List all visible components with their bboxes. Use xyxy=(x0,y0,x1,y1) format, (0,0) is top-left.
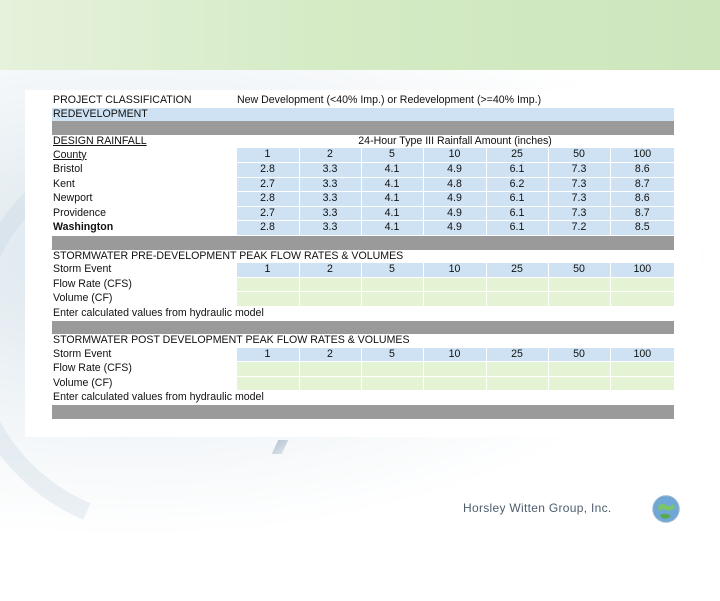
volume-input-cell[interactable] xyxy=(486,376,548,391)
year-cell: 1 xyxy=(236,148,299,162)
rainfall-years-row xyxy=(52,148,674,162)
storm-year-cell: 2 xyxy=(299,263,361,277)
storm-year-cell: 25 xyxy=(486,348,548,362)
rainfall-value: 4.9 xyxy=(423,162,486,177)
project-classification-row xyxy=(52,94,674,108)
flow-input-cell[interactable] xyxy=(610,362,674,377)
rainfall-value: 3.3 xyxy=(299,177,361,192)
volume-input-cell[interactable] xyxy=(610,376,674,391)
rainfall-value: 3.3 xyxy=(299,192,361,207)
separator xyxy=(52,121,674,135)
storm-year-cell: 5 xyxy=(361,263,423,277)
county-name: Providence xyxy=(53,206,106,219)
globe-logo-icon xyxy=(651,494,681,524)
volume-input-cell[interactable] xyxy=(423,376,486,391)
volume-input-cell[interactable] xyxy=(423,292,486,307)
rainfall-value: 2.7 xyxy=(236,206,299,221)
rainfall-value: 3.3 xyxy=(299,221,361,236)
rainfall-caption: 24-Hour Type III Rainfall Amount (inches) xyxy=(358,134,552,147)
rainfall-value: 2.8 xyxy=(236,162,299,177)
volume-input-cell[interactable] xyxy=(236,292,299,307)
volume-input-cell[interactable] xyxy=(361,292,423,307)
post-title-row xyxy=(52,334,674,348)
rainfall-row xyxy=(52,192,674,207)
design-rainfall-label: DESIGN RAINFALL xyxy=(53,134,147,147)
rainfall-value: 2.8 xyxy=(236,221,299,236)
rainfall-value: 7.3 xyxy=(548,192,610,207)
stormwater-sheet xyxy=(52,94,674,419)
flow-input-cell[interactable] xyxy=(361,362,423,377)
separator xyxy=(52,321,674,335)
year-cell: 50 xyxy=(548,148,610,162)
storm-year-cell: 100 xyxy=(610,263,674,277)
rainfall-value: 3.3 xyxy=(299,162,361,177)
rainfall-value: 7.3 xyxy=(548,177,610,192)
rainfall-value: 6.1 xyxy=(486,221,548,236)
hydraulic-model-note: Enter calculated values from hydraulic model xyxy=(53,306,264,319)
project-classification-label: PROJECT CLASSIFICATION xyxy=(53,94,192,106)
rainfall-value: 6.1 xyxy=(486,162,548,177)
rainfall-value: 7.2 xyxy=(548,221,610,236)
rainfall-value: 7.3 xyxy=(548,162,610,177)
design-rainfall-header-row xyxy=(52,135,674,149)
rainfall-value: 8.6 xyxy=(610,192,674,207)
storm-year-cell: 10 xyxy=(423,348,486,362)
rainfall-value: 4.1 xyxy=(361,177,423,192)
flow-input-cell[interactable] xyxy=(610,277,674,292)
flow-input-cell[interactable] xyxy=(423,362,486,377)
volume-input-cell[interactable] xyxy=(361,376,423,391)
storm-event-label: Storm Event xyxy=(53,263,112,276)
year-cell: 25 xyxy=(486,148,548,162)
volume-input-cell[interactable] xyxy=(486,292,548,307)
rainfall-value: 6.2 xyxy=(486,177,548,192)
post-note-row xyxy=(52,391,674,405)
rainfall-row xyxy=(52,177,674,192)
pre-note-row xyxy=(52,306,674,320)
volume-input-cell[interactable] xyxy=(548,292,610,307)
rainfall-value: 8.6 xyxy=(610,162,674,177)
year-cell: 10 xyxy=(423,148,486,162)
storm-year-cell: 10 xyxy=(423,263,486,277)
storm-year-cell: 50 xyxy=(548,348,610,362)
storm-year-cell: 25 xyxy=(486,263,548,277)
post-development-title: STORMWATER POST DEVELOPMENT PEAK FLOW RATES & VOLUMES xyxy=(53,334,410,347)
volume-input-cell[interactable] xyxy=(299,292,361,307)
separator xyxy=(52,235,674,249)
year-cell: 5 xyxy=(361,148,423,162)
flow-input-cell[interactable] xyxy=(486,277,548,292)
flow-rate-label: Flow Rate (CFS) xyxy=(53,362,132,375)
pre-flow-rate-row xyxy=(52,277,674,292)
rainfall-value: 4.9 xyxy=(423,221,486,236)
project-selection-row[interactable] xyxy=(52,108,674,122)
storm-year-cell: 5 xyxy=(361,348,423,362)
header-band xyxy=(0,0,720,70)
post-flow-rate-row xyxy=(52,362,674,377)
county-name: Bristol xyxy=(53,162,83,175)
rainfall-value: 4.1 xyxy=(361,221,423,236)
rainfall-value: 4.9 xyxy=(423,192,486,207)
hydraulic-model-note: Enter calculated values from hydraulic model xyxy=(53,391,264,404)
volume-label: Volume (CF) xyxy=(53,292,113,305)
flow-input-cell[interactable] xyxy=(423,277,486,292)
flow-input-cell[interactable] xyxy=(361,277,423,292)
project-classification-options: New Development (<40% Imp.) or Redevelopment (>=40% Imp.) xyxy=(237,94,542,106)
storm-year-cell: 1 xyxy=(236,263,299,277)
post-storm-event-row xyxy=(52,348,674,362)
flow-input-cell[interactable] xyxy=(236,277,299,292)
county-name: Newport xyxy=(53,192,93,205)
flow-input-cell[interactable] xyxy=(299,362,361,377)
volume-label: Volume (CF) xyxy=(53,376,113,389)
storm-year-cell: 50 xyxy=(548,263,610,277)
separator xyxy=(52,405,674,419)
pre-title-row xyxy=(52,250,674,264)
rainfall-value: 8.7 xyxy=(610,177,674,192)
county-header: County xyxy=(53,148,87,161)
county-name: Kent xyxy=(53,177,75,190)
rainfall-row xyxy=(52,206,674,221)
year-cell: 2 xyxy=(299,148,361,162)
pre-storm-event-row xyxy=(52,263,674,277)
storm-event-label: Storm Event xyxy=(53,347,112,360)
rainfall-row xyxy=(52,221,674,236)
year-cell: 100 xyxy=(610,148,674,162)
rainfall-value: 8.7 xyxy=(610,206,674,221)
flow-input-cell[interactable] xyxy=(548,277,610,292)
rainfall-value: 4.9 xyxy=(423,206,486,221)
pre-volume-row xyxy=(52,292,674,307)
flow-input-cell[interactable] xyxy=(299,277,361,292)
rainfall-value: 2.7 xyxy=(236,177,299,192)
volume-input-cell[interactable] xyxy=(299,376,361,391)
rainfall-row xyxy=(52,162,674,177)
rainfall-value: 4.1 xyxy=(361,162,423,177)
rainfall-value: 4.8 xyxy=(423,177,486,192)
county-name: Washington xyxy=(53,221,114,234)
storm-year-cell: 1 xyxy=(236,348,299,362)
rainfall-value: 2.8 xyxy=(236,192,299,207)
storm-year-cell: 100 xyxy=(610,348,674,362)
storm-year-cell: 2 xyxy=(299,348,361,362)
post-volume-row xyxy=(52,376,674,391)
pre-development-title: STORMWATER PRE-DEVELOPMENT PEAK FLOW RATES & VOLUMES xyxy=(53,249,404,262)
volume-input-cell[interactable] xyxy=(236,376,299,391)
rainfall-value: 4.1 xyxy=(361,192,423,207)
rainfall-value: 3.3 xyxy=(299,206,361,221)
rainfall-value: 7.3 xyxy=(548,206,610,221)
project-selection-cell[interactable]: REDEVELOPMENT xyxy=(52,108,674,122)
company-name: Horsley Witten Group, Inc. xyxy=(463,501,612,515)
flow-input-cell[interactable] xyxy=(236,362,299,377)
rainfall-value: 4.1 xyxy=(361,206,423,221)
volume-input-cell[interactable] xyxy=(610,292,674,307)
flow-rate-label: Flow Rate (CFS) xyxy=(53,277,132,290)
volume-input-cell[interactable] xyxy=(548,376,610,391)
flow-input-cell[interactable] xyxy=(548,362,610,377)
rainfall-value: 6.1 xyxy=(486,192,548,207)
rainfall-value: 6.1 xyxy=(486,206,548,221)
rainfall-value: 8.5 xyxy=(610,221,674,236)
flow-input-cell[interactable] xyxy=(486,362,548,377)
